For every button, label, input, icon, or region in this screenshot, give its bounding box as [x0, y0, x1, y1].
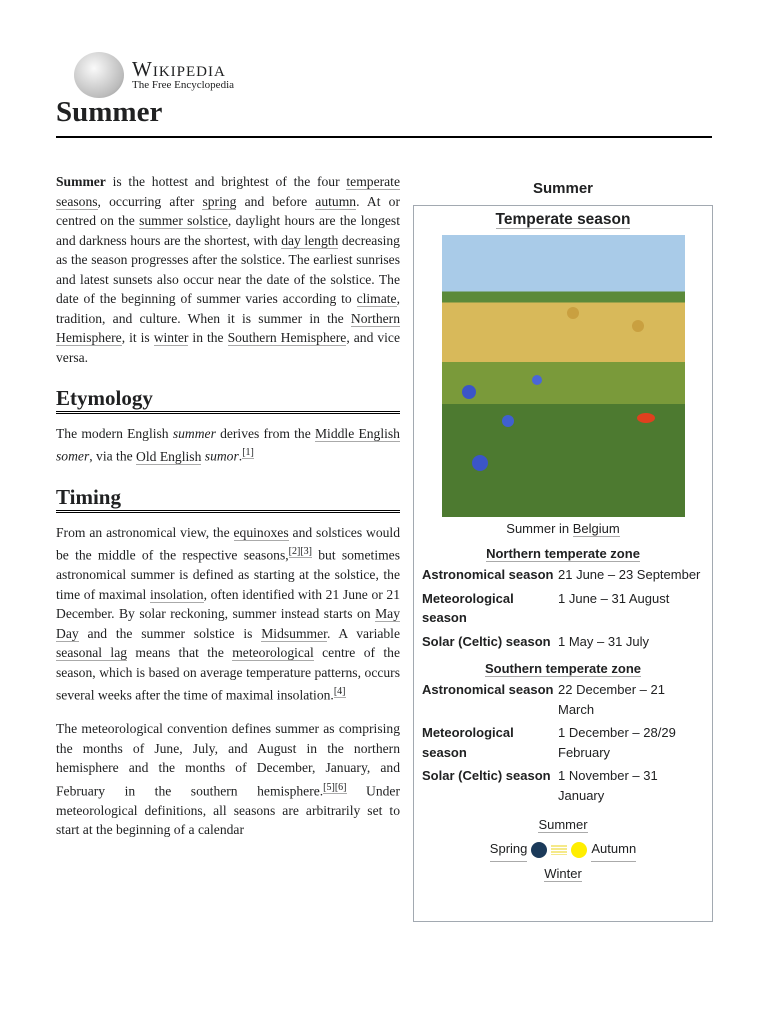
- infobox: [413, 205, 713, 922]
- infobox-row: Meteorological season 1 June – 31 August: [422, 590, 670, 625]
- summer-field-image[interactable]: [442, 235, 685, 517]
- title-divider: [56, 136, 712, 138]
- link[interactable]: meteorological: [232, 645, 314, 661]
- winter-link[interactable]: Winter: [544, 866, 582, 881]
- link[interactable]: seasonal lag: [56, 645, 128, 661]
- reference[interactable]: [2]: [288, 546, 301, 558]
- link[interactable]: Midsummer: [261, 625, 327, 641]
- timing-paragraph-2: The meteorological convention defines summer as comprising the months of June, July, and August in the northern hemisphere and the months of December, January, and February in the southern hemisphere.[5][6] Under meteorological definitions, all seasons are arbitrarily set to start at the beginning of a calendar: [56, 721, 400, 838]
- timing-heading: Timing: [56, 488, 400, 513]
- reference[interactable]: [6]: [334, 781, 347, 793]
- site-tagline: The Free Encyclopedia: [132, 79, 235, 91]
- link[interactable]: climate: [356, 291, 397, 306]
- intro-paragraph: Summer is the hottest and brightest of the four temperate seasons, occurring after spring and before autumn. At or centred on the summer solstice, daylight hours are the longest and darkness hours are the shortest, with day length decreasing as the season progresses after the solstice. The earliest sunrises and latest sunsets also occur near the date of the solstice. The date of the beginning of summer varies according to climate, tradition, and culture. When it is summer in the Northern Hemisphere, it is winter in the Southern Hemisphere, and vice versa.: [56, 174, 400, 365]
- link[interactable]: summer solstice: [139, 213, 228, 228]
- infobox-row: Meteorological season 1 December – 28/29 February: [422, 725, 676, 760]
- globe-icon: [74, 52, 124, 98]
- infobox-row: Solar (Celtic) season 1 May – 31 July: [422, 633, 650, 649]
- sunlight-icon: [551, 845, 567, 855]
- season-navigation: [414, 813, 712, 886]
- sun-icon: [571, 842, 587, 858]
- reference[interactable]: [1]: [242, 447, 254, 458]
- reference[interactable]: [5]: [323, 781, 335, 793]
- link[interactable]: May Day: [56, 606, 400, 641]
- link[interactable]: Middle English: [314, 425, 400, 441]
- summer-link[interactable]: Summer: [538, 817, 588, 832]
- link[interactable]: insolation: [149, 586, 204, 602]
- link[interactable]: day length: [281, 232, 339, 248]
- northern-zone-heading[interactable]: Northern temperate zone: [486, 546, 640, 561]
- page-title: Summer: [56, 96, 163, 128]
- image-caption: Summer in Belgium: [506, 521, 620, 536]
- link[interactable]: temperate seasons: [56, 174, 400, 209]
- article-body: [56, 172, 400, 854]
- autumn-link[interactable]: Autumn: [591, 837, 636, 862]
- reference[interactable]: [3]: [300, 546, 312, 558]
- reference[interactable]: [4]: [333, 686, 346, 698]
- site-name: Wikipedia: [132, 57, 226, 81]
- link[interactable]: equinoxes: [233, 524, 289, 540]
- link[interactable]: Southern Hemisphere: [227, 330, 347, 345]
- infobox-subtitle[interactable]: Temperate season: [495, 211, 631, 228]
- wikipedia-logo[interactable]: [74, 52, 234, 98]
- infobox-row: Solar (Celtic) season 1 November – 31 January: [422, 768, 658, 803]
- infobox-row: Astronomical season 21 June – 23 September: [422, 567, 701, 582]
- etymology-paragraph: The modern English summer derives from the Middle English somer, via the Old English sumor.[1]: [56, 425, 400, 464]
- link[interactable]: winter: [153, 330, 189, 345]
- infobox-title: Summer: [532, 180, 594, 197]
- etymology-heading: Etymology: [56, 389, 400, 414]
- link[interactable]: autumn: [315, 193, 357, 209]
- earth-icon: [531, 842, 547, 858]
- link[interactable]: spring: [202, 193, 237, 209]
- infobox-row: Astronomical season 22 December – 21 March: [422, 682, 665, 717]
- link[interactable]: Old English: [136, 448, 202, 464]
- bold-term: Summer: [56, 174, 106, 189]
- link[interactable]: Belgium: [572, 521, 620, 536]
- timing-paragraph-1: From an astronomical view, the equinoxes and solstices would be the middle of the respective seasons,[2][3] but sometimes astronomical summer is defined as starting at the solstice, the time of maximal insolation, often identified with 21 June or 21 December. By solar reckoning, summer instead starts on May Day and the summer solstice is Midsummer. A variable seasonal lag means that the meteorological centre of the season, which is based on average temperature patterns, occurs several weeks after the time of maximal insolation.[4]: [56, 524, 401, 703]
- link[interactable]: Northern Hemisphere: [56, 310, 400, 345]
- southern-zone-heading[interactable]: Southern temperate zone: [484, 661, 642, 676]
- spring-link[interactable]: Spring: [490, 837, 528, 862]
